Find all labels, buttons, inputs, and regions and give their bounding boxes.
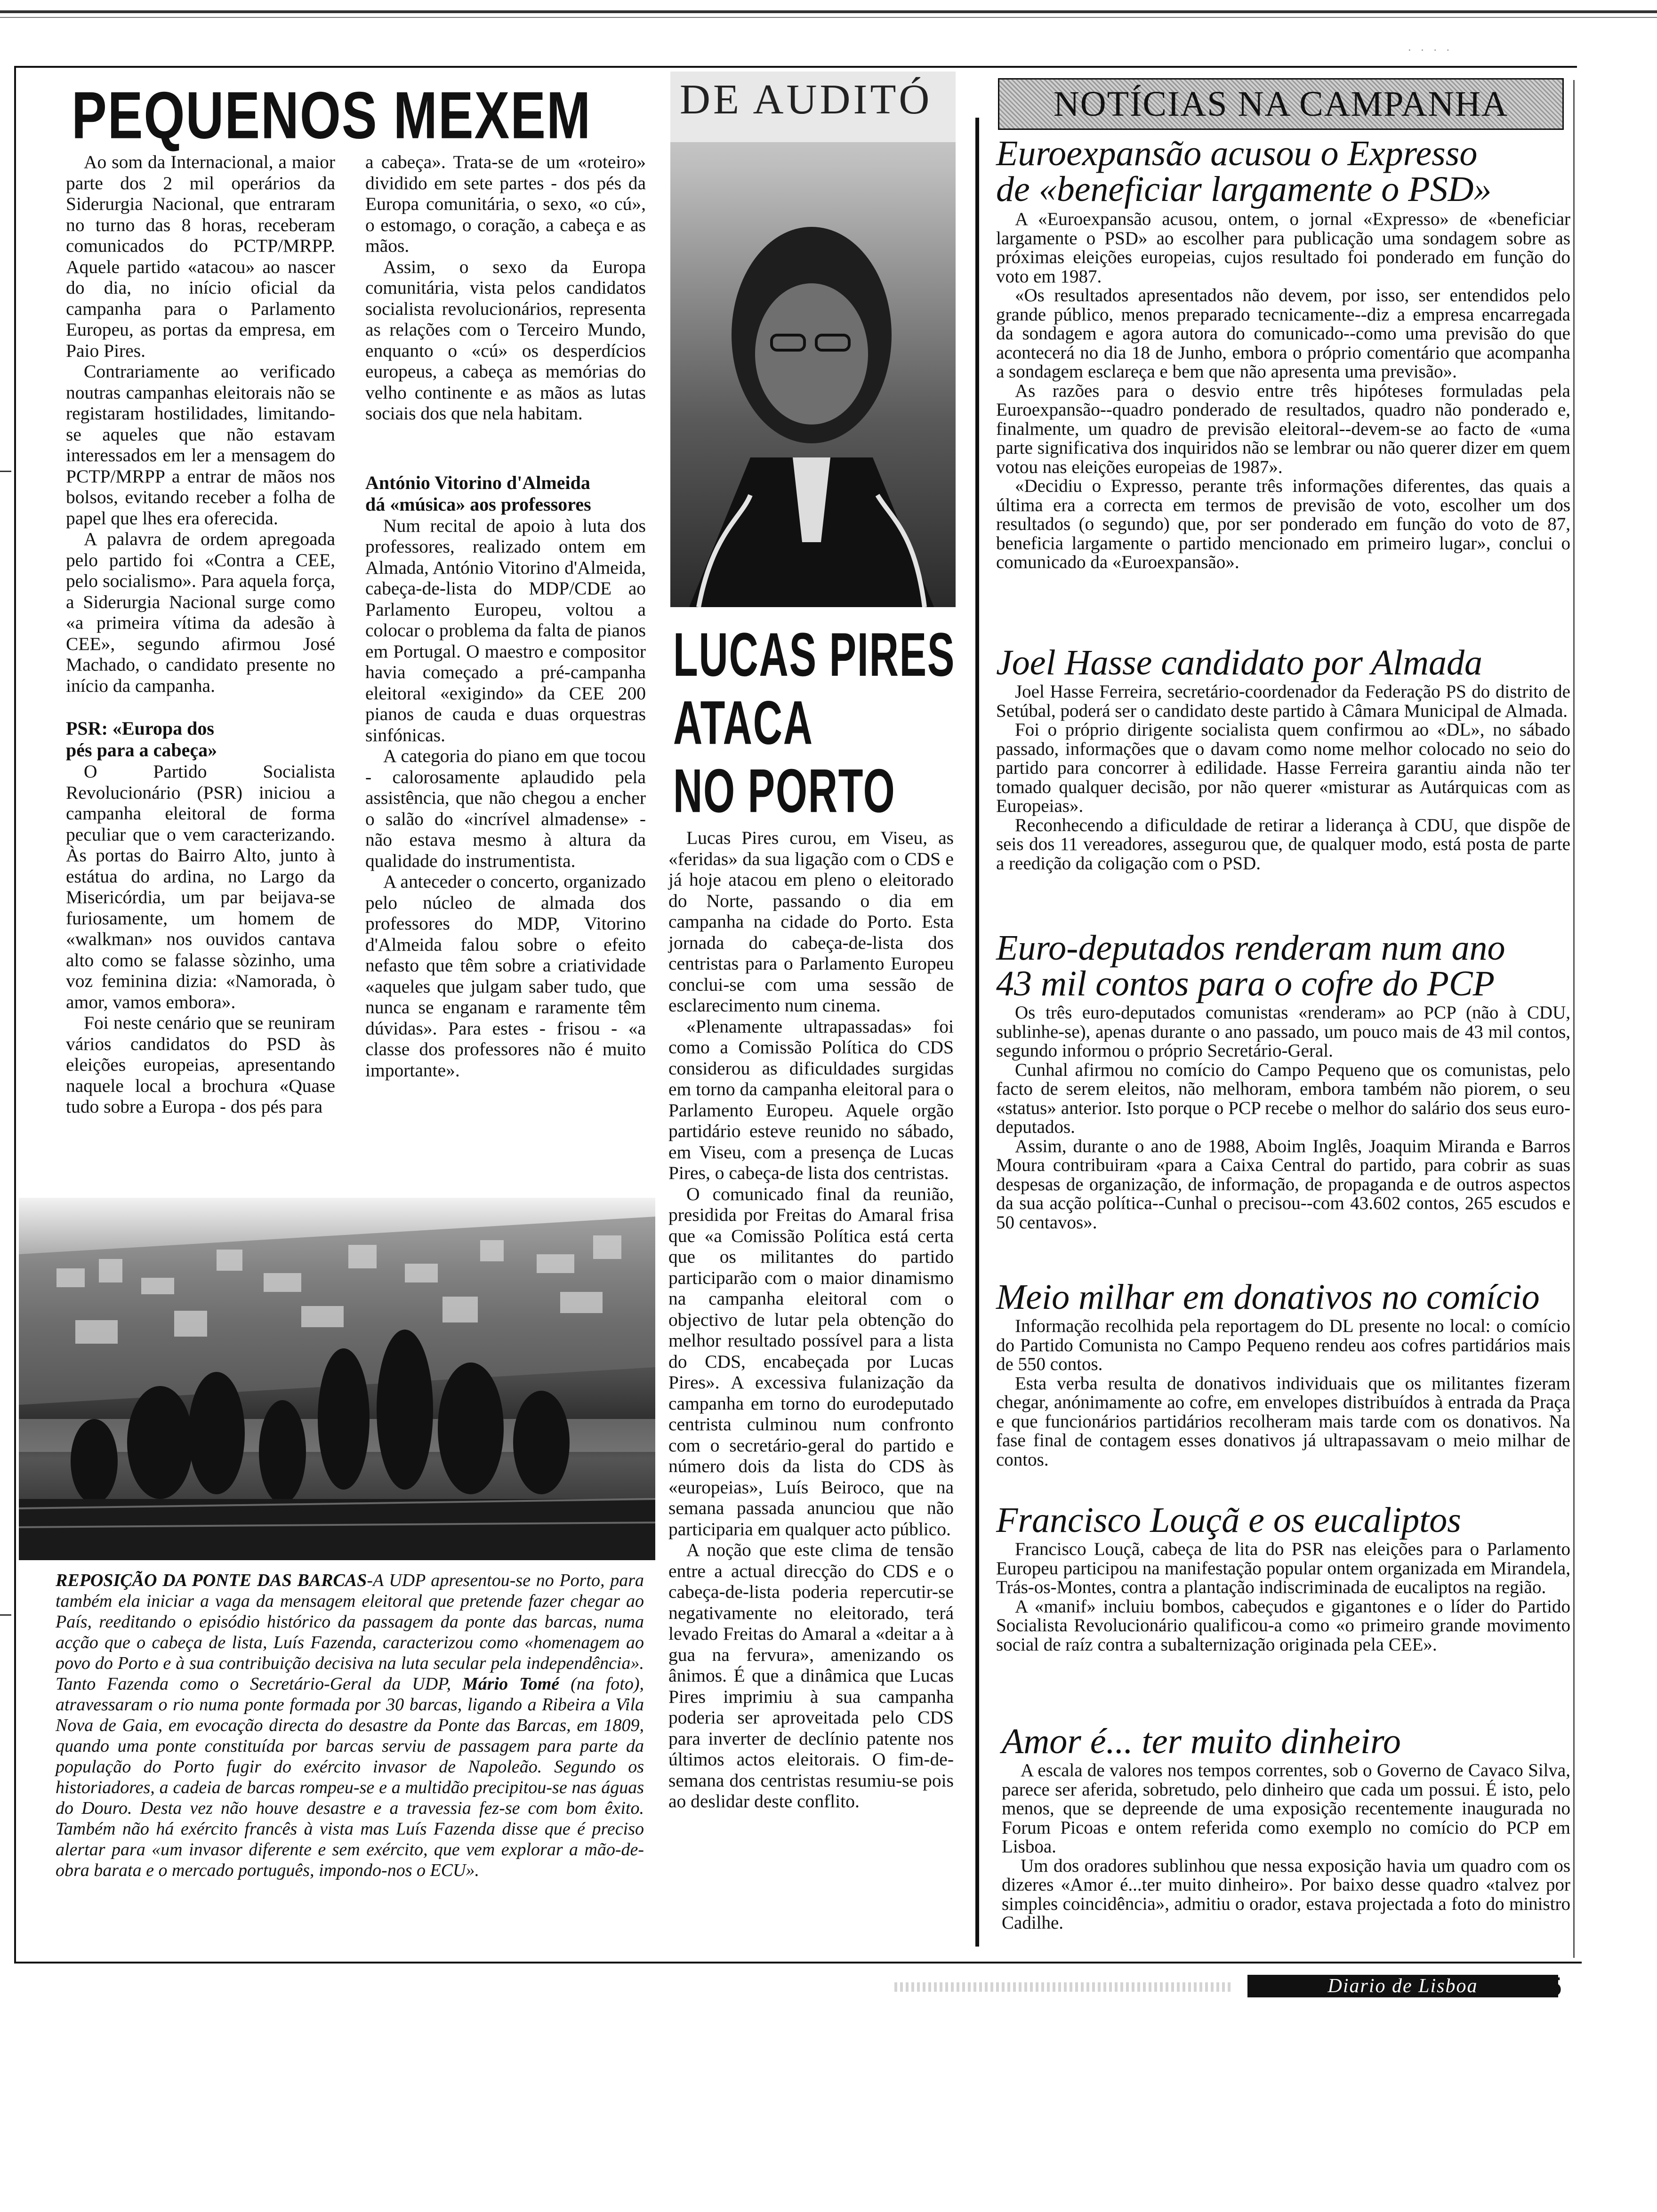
paragraph: As razões para o desvio entre três hipóteses formuladas pela Euroexpansão--quadro ponderado de resultados, quadro não ponderado e, finalmente, um quadro de previsão eleitoral--devem-se ao facto de «uma parte significativa dos inquiridos não se lembrar ou não querer dizer em quem votou nas eleições europeias de 1987». <box>996 380 1570 477</box>
lucas-pires-photo <box>670 72 956 607</box>
bridge-photo-art <box>19 1198 655 1560</box>
page-number: 5 <box>1547 1972 1562 2001</box>
paragraph: «Plenamente ultrapassadas» foi como a Comissão Política do CDS considerou as dificuldades surgidas em torno da campanha eleitoral para o Parlamento Europeu. Aquele orgão partidário esteve reunido no sábado, em Viseu, com a presença de Lucas Pires, o cabeça-de lista dos centristas. <box>668 1016 954 1183</box>
title-line: Euro-deputados renderam num ano <box>996 928 1505 968</box>
news-item-title: Amor é... ter muito dinheiro <box>1002 1722 1401 1761</box>
paragraph: Lucas Pires curou, em Viseu, as «feridas» da sua ligação com o CDS e já hoje atacou em pleno o eleitorado do Norte, passando o dia em campanha na cidade do Porto. Esta jornada do cabeça-de-lista dos centristas para o Parlamento Europeu conclui-se com uma sessão de esclarecimento num cinema. <box>668 827 954 1016</box>
campaign-banner-title: NOTÍCIAS NA CAMPANHA <box>1053 84 1509 124</box>
paragraph: Um dos oradores sublinhou que nessa exposição havia um quadro com os dizeres «Amor é...ter muito dinheiro». Por baixo desse quadro «talvez por simples coincidência», admitiu o orador, estava projectada a foto do ministro Cadilhe. <box>1002 1855 1570 1933</box>
bridge-photo <box>19 1198 655 1560</box>
photo-banner-text: DE AUDITÓ <box>680 76 933 123</box>
news-item-title <box>996 136 1570 207</box>
paragraph: «Decidiu o Expresso, perante três informações diferentes, das quais a última era a correcta em termos de previsão de voto, escolher um dos resultados (o segundo) que, por ser ponderado em função do voto de 87, beneficia largamente o partido mencionado em primeiro lugar», conclui o comunicado da «Euroexpansão». <box>996 476 1570 572</box>
news-item-title: Joel Hasse candidato por Almada <box>996 643 1482 682</box>
title-line: Euroexpansão acusou o Expresso <box>996 134 1478 173</box>
caption-name: Mário Tomé <box>462 1674 560 1694</box>
paragraph: Ao som da Internacional, a maior parte dos 2 mil operários da Siderurgia Nacional, que entraram no turno das 8 horas, receberam comunicados do PCTP/MRPP. Aquele partido «atacou» ao nascer do dia, no início oficial da campanha para o Parlamento Europeu, as portas da empresa, em Paio Pires. <box>66 152 335 361</box>
psr-kicker <box>66 718 335 761</box>
paragraph: Cunhal afirmou no comício do Campo Pequeno que os comunistas, pelo facto de serem eleitos, não melhoram, embora também não piorem, o seu «status» anterior. Isto porque o PCP recebe o melhor do salário dos seus euro-deputados. <box>996 1059 1570 1137</box>
footer-bleed-through <box>894 1982 1233 1992</box>
paragraph: A «Euroexpansão acusou, ontem, o jornal «Expresso» de «beneficiar largamente o PSD» ao escolher para publicação uma sondagem sobre as próximas eleições europeias, cujos resultado foi ponderado em função do voto em 1987. <box>996 209 1570 287</box>
news-item-title: Francisco Louçã e os eucaliptos <box>996 1500 1461 1540</box>
headline-line: LUCAS PIRES <box>673 619 956 689</box>
paragraph: Joel Hasse Ferreira, secretário-coordenador da Federação PS do distrito de Setúbal, poderá ser o candidato deste partido à Câmara Municipal de Almada. <box>996 681 1570 721</box>
paragraph: A palavra de ordem apregoada pelo partido foi «Contra a CEE, pelo socialismo». Para aquela força, a Siderurgia Nacional surge como «a primeira vítima da adesão à CEE», segundo afirmou José Machado, o candidato presente no início da campanha. <box>66 529 335 696</box>
center-story-body <box>668 827 954 1812</box>
news-item-title <box>996 930 1570 1002</box>
paragraph: O comunicado final da reunião, presidida por Freitas do Amaral frisa que «a Comissão Política está certa que os militantes do partido participarão com o maior dinamismo na campanha eleitoral com o objectivo de lutar pela obtenção do melhor resultado possível para a lista do CDS, encabeçada por Lucas Pires». A excessiva fulanização da campanha em torno do eurodeputado centrista culminou num confronto com o secretário-geral do partido e número dois da lista do CDS às «europeias», Luís Beiroco, que na semana passada anunciou que não participaria em qualquer acto público. <box>668 1183 954 1539</box>
paragraph: Informação recolhida pela reportagem do DL presente no local: o comício do Partido Comunista no Campo Pequeno rendeu aos cofres partidários mais de 550 contos. <box>996 1316 1570 1374</box>
paragraph: a cabeça». Trata-se de um «roteiro» dividido em sete partes - dos pés da Europa comunitária, o sexo, «o cú», o estomago, o coração, a cabeça e as mãos. <box>365 152 646 256</box>
paragraph: A escala de valores nos tempos correntes, sob o Governo de Cavaco Silva, parece ser aferida, sobretudo, pelo dinheiro que cada um possui. É isto, pelo menos, que se depreende de uma exposição recentemente inaugurada no Forum Picoas e ontem referida como exemplo no comício do PCP em Lisboa. <box>1002 1760 1570 1857</box>
headline-line: NO PORTO <box>673 756 896 825</box>
news-item-body <box>996 1540 1570 1654</box>
news-item <box>996 1502 1570 1654</box>
paragraph: A noção que este clima de tensão entre a actual direcção do CDS e o cabeça-de-lista poderia repercutir-se negativamente no eleitorado, terá levado Freitas do Amaral a «deitar a à gua na fervura», amenizando os ânimos. É que a dinâmica que Lucas Pires imprimiu à sua campanha poderia ser aproveitada pelo CDS para inverter de declínio patente nos últimos actos eleitorais. O fim-de-semana dos centristas resumiu-se pois ao deslidar deste conflito. <box>668 1539 954 1811</box>
paragraph: Contrariamente ao verificado noutras campanhas eleitorais não se registaram hostilidades, limitando-se aqueles que não estavam interessados em ler a mensagem do PCTP/MRPP a entrar de mãos nos bolsos, evitando receber a folha de papel que lhes era oferecida. <box>66 361 335 529</box>
paragraph: A categoria do piano em que tocou - calorosamente aplaudido pela assistência, que não chegou a encher o salão do «incrível almadense» - não estava mesmo à altura da qualidade do instrumentista. <box>365 745 646 871</box>
page-bottom-rule <box>14 1962 1582 1964</box>
news-item-title: Meio milhar em donativos no comício <box>996 1277 1540 1317</box>
left-story-col2 <box>365 152 646 1081</box>
paragraph: A «manif» incluiu bombos, cabeçudos e gigantones e o líder do Partido Socialista Revolucionário qualificou-a como «o primeiro grande movimento social de raíz contra a subalternização originada pela CEE». <box>996 1596 1570 1655</box>
kicker-line: António Vitorino d'Almeida <box>365 472 590 493</box>
news-item-body <box>996 210 1570 572</box>
title-line: de «beneficiar largamente o PSD» <box>996 169 1492 209</box>
footer-masthead: Diario de Lisboa <box>1327 1975 1478 1997</box>
headline-line: ATACA <box>673 688 813 757</box>
kicker-line: pés para a cabeça» <box>66 739 217 761</box>
page-left-rule <box>14 66 16 1963</box>
caption-text: -A UDP apresentou-se no Porto, para também ela iniciar a vaga da mensagem eleitoral que pretende fazer chegar ao País, reeditando o episódio histórico da passagem da ponte das barcas, numa acção que o cabeça de lista, Luís Fazenda, caracterizou como «homenagem ao povo do Porto e à sua contribuição decisiva na luta secular pela independência». Tanto Fazenda como o Secretário-Geral da UDP, <box>56 1571 644 1694</box>
paragraph: A anteceder o concerto, organizado pelo núcleo de almada dos professores do MDP, Vitorino d'Almeida falou sobre o efeito nefasto que têm sobre a criatividade «aqueles que julgam saber tudo, que nunca se enganam e raramente têm dúvidas». Para estes - frisou - «a classe dos professores não é muito importante». <box>365 871 646 1081</box>
left-story-col1 <box>66 152 335 1117</box>
footer-masthead-bar <box>1247 1975 1558 1997</box>
kicker-line: PSR: «Europa dos <box>66 718 214 739</box>
vitorino-kicker <box>365 472 646 515</box>
news-item <box>996 930 1570 1232</box>
paragraph: Foi o próprio dirigente socialista quem confirmou ao «DL», no sábado passado, informações que o davam como nome melhor colocado no seio do partido para concorrer à edilidade. Hasse Ferreira garantiu ainda não ter tomado qualquer decisão, por não querer «misturar as Autárquicas com as Europeias». <box>996 720 1570 816</box>
paragraph: O Partido Socialista Revolucionário (PSR) iniciou a campanha eleitoral de forma peculiar que o vem caracterizando. Às portas do Bairro Alto, junto à estátua do ardina, no Largo da Misericórdia, um par beijava-se furiosamente, um homem de «walkman» nos ouvidos cantava alto como se falasse sòzinho, uma voz feminina dizia: «Namorada, ò amor, vamos embora». <box>66 761 335 1012</box>
paragraph: Reconhecendo a dificuldade de retirar a liderança à CDU, que dispõe de seis dos 11 vereadores, assegurou que, de qualquer modo, está posta de parte a reedição da coligação com o PSD. <box>996 815 1570 874</box>
right-edge-rule <box>1573 80 1575 1958</box>
paragraph: Francisco Louçã, cabeça de lita do PSR nas eleições para o Parlamento Europeu participou na manifestação popular ontem organizada em Mirandela, Trás-os-Montes, contra a plantação indiscriminada de eucaliptos na região. <box>996 1539 1570 1597</box>
left-story-headline: PEQUENOS MEXEM <box>72 78 592 153</box>
bridge-photo-caption <box>56 1570 644 1881</box>
page-top-rule <box>14 66 1577 68</box>
paragraph: Assim, durante o ano de 1988, Aboim Inglês, Joaquim Miranda e Barros Moura contribuiram «para a Caixa Central do partido, para cobrir as suas despesas de organização, de informação, de propaganda e de outros aspectos da sua acção política--Cunhal o precisou--com 43.602 contos, 265 escudos e 50 centavos». <box>996 1136 1570 1233</box>
news-item-body <box>996 1003 1570 1232</box>
paragraph: Foi neste cenário que se reuniram vários candidatos do PSD às eleições europeias, apresentando naquele local a brochura «Quase tudo sobre a Europa - dos pés para <box>66 1012 335 1117</box>
kicker-line: dá «música» aos professores <box>365 493 591 515</box>
right-column-rule <box>975 118 979 1947</box>
news-item <box>996 645 1570 873</box>
caption-lead: REPOSIÇÃO DA PONTE DAS BARCAS <box>56 1571 367 1590</box>
caption-text: (na foto), atravessaram o rio numa ponte formada por 30 barcas, ligando a Ribeira a Vila Nova de Gaia, em evocação directa do desastre da Ponte das Barcas, em 1809, quando uma ponte constituída por barcas serviu de passagem para parte da população do Porto fugir do exército invasor de Napoleão. Segundo os historiadores, a cadeia de barcas rompeu-se e a multidão precipitou-se nas águas do Douro. Desta vez não houve desastre e a travessia fez-se com bom êxito. Também não há exército francês à vista mas Luís Fazenda disse que é preciso alertar para «um invasor diferente e sem exército, que vem explorar a mão-de-obra barata e o mercado português, impondo-nos o ECU». <box>56 1674 644 1880</box>
margin-mark <box>0 1614 11 1616</box>
news-item-body <box>996 1317 1570 1469</box>
news-item-body <box>1002 1761 1570 1933</box>
news-item <box>996 136 1570 572</box>
top-border <box>0 10 1657 13</box>
paragraph: Esta verba resulta de donativos individuais que os militantes fizeram chegar, anónimamente ao cofre, em envelopes distribuídos à entrada da Praça e que funcionários partidários recolheram mais tarde com os donativos. Na fase final de contagem esses donativos já ultrapassavam o meio milhar de contos. <box>996 1373 1570 1470</box>
news-item-body <box>996 682 1570 873</box>
news-item <box>1002 1723 1570 1933</box>
paragraph: «Os resultados apresentados não devem, por isso, ser entendidos pelo grande público, menos preparado tecnicamente--diz a empresa encarregada da sondagem e agora autora do comunicado--como uma previsão do que acontecerá no dia 18 de Junho, embora o próprio comentário que acompanha a sondagem esclareça e bem que não apresenta uma previsão». <box>996 285 1570 382</box>
center-story-headline <box>673 620 955 825</box>
margin-mark <box>0 471 11 472</box>
paragraph: Os três euro-deputados comunistas «renderam» ao PCP (não à CDU, sublinhe-se), apenas durante o ano passado, um pouco mais de 43 mil contos, segundo informou o próprio Secretário-Geral. <box>996 1002 1570 1061</box>
top-border-thin <box>0 17 1657 18</box>
top-header-mark: · · · · <box>1408 43 1453 57</box>
paragraph: Num recital de apoio à luta dos professores, realizado ontem em Almada, António Vitorino d'Almeida, cabeça-de-lista do MDP/CDE ao Parlamento Europeu, voltou a colocar o problema da falta de pianos em Portugal. O maestro e compositor havia começado a pré-campanha eleitoral «exigindo» da CEE 200 pianos de cauda e duas orquestras sinfónicas. <box>365 515 646 745</box>
campaign-banner <box>998 78 1564 130</box>
paragraph: Assim, o sexo da Europa comunitária, vista pelos candidatos socialista revolucionários, representa as relações com o Terceiro Mundo, enquanto o «cú» os desperdícios europeus, a cabeça as memórias do velho continente e as mãos as lutas sociais dos que nela habitam. <box>365 256 646 424</box>
news-item <box>996 1279 1570 1469</box>
title-line: 43 mil contos para o cofre do PCP <box>996 964 1495 1003</box>
lucas-pires-photo-art <box>670 72 956 607</box>
